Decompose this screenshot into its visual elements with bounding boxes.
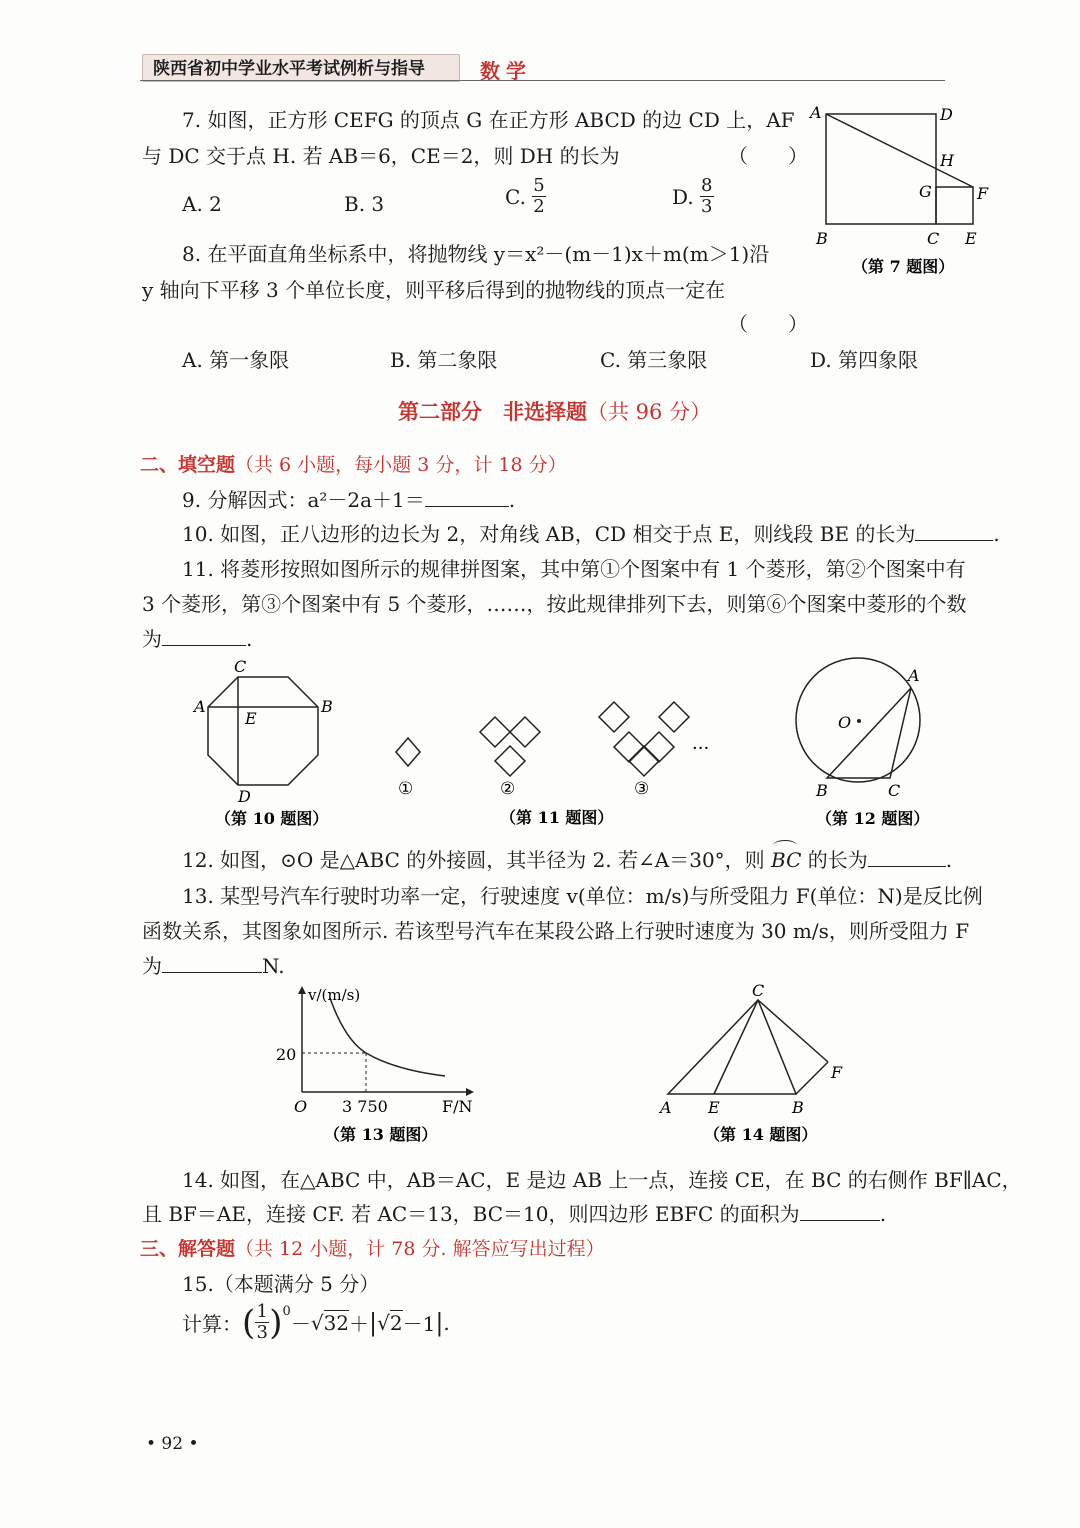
figure-13 (270, 980, 490, 1150)
center-o (857, 719, 861, 723)
q10 (182, 518, 1000, 547)
q15-exponent: 0 (282, 1304, 291, 1319)
label-a: A (908, 666, 920, 685)
label-b: B (321, 697, 333, 716)
q13-line1: 13. 某型号汽车行驶时功率一定，行驶速度 v(单位：m/s)与所受阻力 F(单位：N)是反比例 (182, 884, 983, 908)
q11-answer-blank[interactable] (162, 645, 246, 646)
segment-ce (714, 1000, 758, 1094)
solve-section-note: （共 12 小题，计 78 分. 解答应写出过程） (235, 1238, 605, 1260)
label-o: O (838, 713, 852, 732)
rhombus-pattern-2 (480, 717, 540, 776)
q7-option-b: B. 3 (344, 192, 385, 216)
q14-line2: 且 BF＝AE，连接 CF. 若 AC＝13，BC＝10，则四边形 EBFC 的面积为 (142, 1202, 800, 1226)
q14-line1: 14. 如图，在△ABC 中，AB＝AC，E 是边 AB 上一点，连接 CE，在 BC 的右侧作 BF∥AC， (182, 1168, 1022, 1192)
q14-line2-row (142, 1198, 886, 1227)
q15-plus: ＋ (349, 1312, 370, 1336)
q9-end: . (508, 488, 516, 512)
q15-denominator: 3 (256, 1322, 268, 1343)
q12-arc-label: BC (771, 848, 802, 872)
q7-option-c-prefix: C. (505, 184, 526, 209)
q14-end: . (879, 1202, 887, 1226)
q7-option-c (505, 176, 546, 217)
q15-abs-sqrt: 2 (389, 1311, 403, 1335)
triangle-abc (827, 688, 911, 778)
q12-text: 12. 如图，⊙O 是△ABC 的外接圆，其半径为 2. 若∠A＝30°，则 (182, 848, 765, 872)
q13-answer-blank[interactable] (162, 972, 262, 973)
abs-bar-left: | (369, 1308, 378, 1337)
pattern-3-label: ③ (634, 779, 650, 799)
figure-14 (650, 980, 860, 1150)
q12-text2: 的长为 (807, 848, 868, 872)
pattern-1-label: ① (398, 779, 414, 799)
label-b: B (816, 229, 828, 248)
q10-text: 10. 如图，正八边形的边长为 2，对角线 AB，CD 相交于点 E，则线段 BE 的长为 (182, 522, 916, 546)
q7-option-d-fraction (700, 176, 714, 217)
label-e: E (245, 709, 257, 728)
y-tick-20: 20 (276, 1045, 297, 1064)
q8-option-b: B. 第二象限 (390, 348, 498, 372)
figure-11 (382, 692, 732, 832)
solve-section-heading: 三、解答题 (140, 1238, 236, 1260)
q7-line1: 7. 如图，正方形 CEFG 的顶点 G 在正方形 ABCD 的边 CD 上，AF (182, 108, 795, 132)
segment-bf (796, 1062, 828, 1094)
q9-answer-blank[interactable] (425, 506, 509, 507)
pattern-2-label: ② (500, 779, 516, 799)
q7-option-d-denominator: 3 (700, 196, 713, 217)
q15-end: . (443, 1310, 450, 1335)
q9-text: 9. 分解因式：a²－2a＋1＝ (182, 488, 425, 512)
q7-option-d-numerator: 8 (700, 175, 713, 196)
label-e: E (965, 229, 977, 248)
q15-fraction (255, 1302, 269, 1343)
segment-cf (758, 1000, 828, 1062)
q13-line2: 函数关系，其图象如图所示. 若该型号汽车在某段公路上行驶时速度为 30 m/s，则所受阻力 F (142, 919, 970, 943)
label-b: B (816, 781, 828, 800)
label-a: A (810, 103, 822, 122)
figure-10-caption: （第 10 题图） (215, 809, 329, 828)
q13-line3-row (142, 950, 285, 979)
q7-option-c-fraction (532, 176, 546, 217)
q7-line2: 与 DC 交于点 H. 若 AB＝6，CE＝2，则 DH 的长为 (142, 144, 620, 168)
label-d: D (238, 787, 251, 806)
rhombus-pattern-3 (599, 702, 689, 776)
q11-line1: 11. 将菱形按照如图所示的规律拼图案，其中第①个图案中有 1 个菱形，第②个图案中有 (182, 557, 966, 581)
q15-prefix: 计算： (182, 1312, 242, 1336)
figure-10 (190, 652, 350, 832)
q7-option-c-numerator: 5 (533, 175, 545, 196)
q12 (182, 844, 952, 873)
q15-abs-tail: －1 (402, 1312, 436, 1336)
q15-title: 15.（本题满分 5 分） (182, 1272, 380, 1296)
page-number: • 92 • (146, 1434, 199, 1454)
q15-expression (182, 1302, 450, 1343)
q7-option-d-prefix: D. (672, 184, 694, 209)
part2-score: （共 96 分） (587, 400, 712, 424)
figure-13-caption: （第 13 题图） (324, 1125, 438, 1144)
q8-line1: 8. 在平面直角坐标系中，将抛物线 y＝x²－(m－1)x＋m(m＞1)沿 (182, 242, 770, 266)
q8-line2: y 轴向下平移 3 个单位长度，则平移后得到的抛物线的顶点一定在 (142, 278, 726, 302)
label-d: D (940, 105, 953, 124)
fill-section-heading: 二、填空题 (140, 454, 236, 476)
y-axis-arrow (298, 986, 306, 994)
q7-option-a: A. 2 (182, 192, 222, 216)
x-axis-label: F/N (442, 1097, 473, 1116)
q8-option-c: C. 第三象限 (600, 348, 708, 372)
triangle-abc (668, 1000, 796, 1094)
fill-section-heading-row (140, 450, 567, 477)
q9 (182, 484, 515, 513)
q13-end: N. (262, 954, 285, 978)
q8-option-d: D. 第四象限 (810, 348, 919, 372)
label-a: A (194, 697, 206, 716)
figure-7-caption: （第 7 题图） (852, 257, 955, 276)
label-c: C (752, 981, 765, 1000)
figure-12-caption: （第 12 题图） (816, 809, 930, 828)
q10-answer-blank[interactable] (915, 540, 993, 541)
inverse-curve (330, 998, 445, 1076)
y-axis-label: v/(m/s) (308, 986, 361, 1004)
q11-line2: 3 个菱形，第③个图案中有 5 个菱形，……，按此规律排列下去，则第⑥个图案中菱形的个数 (142, 592, 967, 616)
sqrt-symbol-2: √ (377, 1310, 390, 1335)
header-subject: 数学 (480, 59, 532, 83)
fill-section-note: （共 6 小题，每小题 3 分，计 18 分） (235, 454, 567, 476)
figure-11-caption: （第 11 题图） (500, 808, 614, 827)
q8-answer-paren: （ ） (728, 312, 808, 336)
label-f: F (831, 1063, 843, 1082)
label-c: C (234, 657, 247, 676)
q15-numerator: 1 (256, 1301, 268, 1322)
q14-answer-blank[interactable] (800, 1220, 880, 1221)
q15-minus: － (290, 1312, 311, 1336)
figure-7 (800, 96, 1000, 286)
paren-left: ( (242, 1302, 256, 1343)
q12-end: . (945, 848, 953, 872)
part2-title: 第二部分 非选择题 (398, 399, 587, 424)
arc-symbol (773, 840, 797, 851)
rhombus-pattern-1 (396, 738, 420, 766)
q15-sqrt-arg: 32 (323, 1311, 350, 1335)
pattern-ellipsis: ··· (692, 738, 710, 759)
label-f: F (977, 184, 989, 203)
label-c: C (888, 781, 901, 800)
x-axis-arrow (466, 1088, 474, 1096)
q12-answer-blank[interactable] (868, 866, 946, 867)
q7-option-c-denominator: 2 (533, 196, 545, 217)
q11-end: . (246, 627, 253, 651)
q12-arc-bc (771, 848, 801, 872)
sqrt-symbol: √ (310, 1310, 324, 1335)
label-e: E (708, 1098, 720, 1117)
square-abcd (826, 114, 936, 224)
figure-14-caption: （第 14 题图） (704, 1125, 818, 1144)
regular-octagon (208, 677, 318, 785)
q7-option-d (672, 176, 714, 217)
q7-answer-paren: （ ） (728, 144, 808, 168)
origin-label: O (294, 1097, 308, 1116)
square-cefg (936, 187, 973, 224)
label-b: B (792, 1098, 804, 1117)
q10-end: . (993, 522, 1000, 546)
figure-12 (780, 648, 960, 832)
header-rule (140, 80, 945, 81)
q13-line3: 为 (142, 954, 162, 978)
abs-bar-right: | (435, 1308, 444, 1337)
label-h: H (940, 151, 954, 170)
q8-option-a: A. 第一象限 (182, 348, 290, 372)
header-title: 陕西省初中学业水平考试例析与指导 (142, 54, 460, 82)
q11-line3: 为 (142, 627, 162, 651)
label-a: A (660, 1098, 672, 1117)
solve-section-heading-row (140, 1234, 605, 1261)
q11-line3-row (142, 623, 252, 652)
paren-right: ) (269, 1302, 283, 1343)
part2-title-row (398, 396, 711, 426)
label-c: C (927, 229, 940, 248)
label-g: G (919, 182, 932, 201)
x-tick-3750: 3 750 (342, 1097, 388, 1116)
